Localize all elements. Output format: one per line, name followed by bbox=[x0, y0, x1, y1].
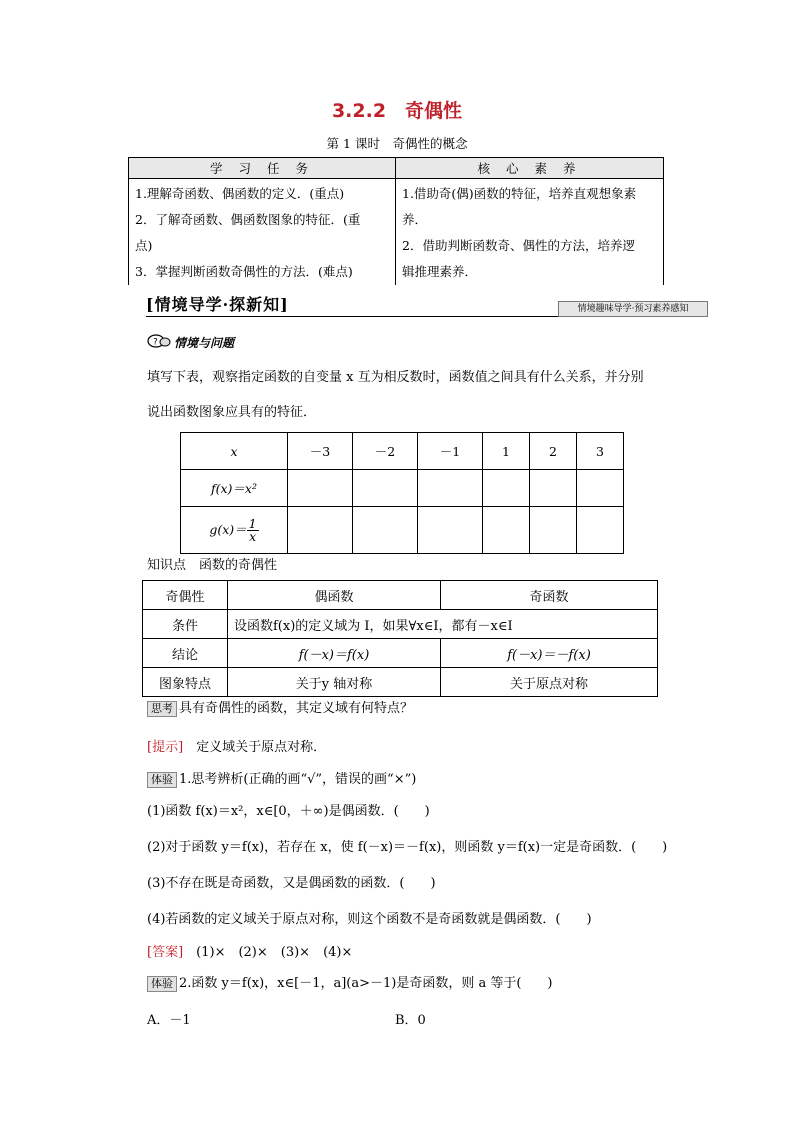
hint-line bbox=[147, 736, 326, 755]
literacy-line: 养． bbox=[402, 212, 428, 227]
blank-cell bbox=[483, 470, 530, 507]
think-question: 具有奇偶性的函数，其定义域有何特点？ bbox=[179, 701, 414, 716]
blank-cell bbox=[577, 470, 624, 507]
page-title: 3.2.2 奇偶性 bbox=[331, 100, 463, 122]
literacy-header: 核 心 素 养 bbox=[396, 158, 664, 179]
odd-conclusion: f(－x)＝－f(x) bbox=[441, 639, 658, 668]
fraction bbox=[247, 515, 259, 544]
blank-cell bbox=[530, 507, 577, 554]
even-header: 偶函数 bbox=[228, 581, 441, 610]
x-value: －3 bbox=[288, 433, 353, 470]
blank-cell bbox=[353, 470, 418, 507]
odd-header: 奇函数 bbox=[441, 581, 658, 610]
answer-line bbox=[147, 941, 352, 960]
intro-line: 填写下表，观察指定函数的自变量 x 互为相反数时，函数值之间具有什么关系，并分别 bbox=[147, 370, 644, 385]
lesson-subtitle: 第 1 课时 奇偶性的概念 bbox=[326, 136, 468, 151]
x-value: 2 bbox=[530, 433, 577, 470]
literacy-line: 1.借助奇(偶)函数的特征，培养直观想象素 bbox=[402, 186, 637, 201]
f-row-label: f(x)＝x² bbox=[181, 470, 288, 507]
task-table bbox=[128, 157, 664, 285]
even-graph: 关于y 轴对称 bbox=[228, 668, 441, 697]
g-row-label bbox=[181, 507, 288, 554]
graph-label: 图象特点 bbox=[143, 668, 228, 697]
fraction-numerator: 1 bbox=[248, 515, 257, 531]
x-value: 3 bbox=[577, 433, 624, 470]
blank-cell bbox=[353, 507, 418, 554]
x-value: 1 bbox=[483, 433, 530, 470]
odd-graph: 关于原点对称 bbox=[441, 668, 658, 697]
situation-label: 情境与问题 bbox=[174, 336, 235, 350]
task-line: 1.理解奇函数、偶函数的定义．(重点) bbox=[135, 186, 345, 201]
task-line: 3．掌握判断函数奇偶性的方法．(难点) bbox=[135, 264, 353, 279]
task-line: 点) bbox=[135, 238, 153, 253]
experience-tag: 体验 bbox=[147, 976, 177, 992]
option-b: B．0 bbox=[395, 1013, 426, 1028]
x-header: x bbox=[181, 433, 288, 470]
question-bubble-icon bbox=[147, 333, 171, 349]
task-cell bbox=[129, 179, 396, 286]
knowledge-title: 知识点 函数的奇偶性 bbox=[147, 558, 278, 573]
fraction-denominator: x bbox=[249, 528, 257, 544]
exercise2-line bbox=[147, 972, 553, 992]
svg-text:?: ? bbox=[153, 337, 158, 348]
blank-cell bbox=[288, 507, 353, 554]
g-prefix: g(x)＝ bbox=[209, 521, 247, 537]
exercise1-title-line bbox=[147, 768, 416, 788]
think-tag: 思考 bbox=[147, 701, 177, 717]
blank-cell bbox=[418, 507, 483, 554]
conclusion-label: 结论 bbox=[143, 639, 228, 668]
option-a: A．－1 bbox=[147, 1013, 191, 1028]
condition-label: 条件 bbox=[143, 610, 228, 639]
task-header: 学 习 任 务 bbox=[129, 158, 396, 179]
experience-tag: 体验 bbox=[147, 772, 177, 788]
exercise1-item: (4)若函数的定义域关于原点对称，则这个函数不是奇函数就是偶函数．( ) bbox=[147, 912, 592, 927]
x-value: －2 bbox=[353, 433, 418, 470]
condition-text: 设函数f(x)的定义域为 I，如果∀x∈I，都有－x∈I bbox=[228, 610, 658, 639]
blank-cell bbox=[577, 507, 624, 554]
answer-tag: [答案] bbox=[147, 945, 184, 960]
literacy-cell bbox=[396, 179, 664, 286]
section-banner: [情境导学·探新知] bbox=[146, 295, 289, 314]
exercise1-item: (2)对于函数 y＝f(x)，若存在 x，使 f(－x)＝－f(x)，则函数 y＝f(x)一定是奇函数．( ) bbox=[147, 840, 668, 855]
blank-cell bbox=[288, 470, 353, 507]
hint-tag: [提示] bbox=[147, 740, 184, 755]
exercise2-question: 2.函数 y＝f(x)，x∈[－1，a](a>－1)是奇函数，则 a 等于( ) bbox=[179, 976, 553, 991]
banner-tag: 情境趣味导学·预习素养感知 bbox=[558, 301, 708, 317]
exercise1-item: (3)不存在既是奇函数，又是偶函数的函数．( ) bbox=[147, 876, 436, 891]
blank-cell bbox=[530, 470, 577, 507]
intro-line: 说出函数图象应具有的特征． bbox=[147, 405, 317, 420]
parity-header: 奇偶性 bbox=[143, 581, 228, 610]
parity-table bbox=[142, 580, 658, 697]
blank-cell bbox=[418, 470, 483, 507]
exercise1-title: 1.思考辨析(正确的画“√”，错误的画“×”) bbox=[179, 772, 417, 787]
literacy-line: 辑推理素养． bbox=[402, 264, 478, 279]
answer-text: (1)× (2)× (3)× (4)× bbox=[183, 945, 353, 960]
hint-text: 定义域关于原点对称． bbox=[183, 740, 327, 755]
exercise1-item: (1)函数 f(x)＝x²，x∈[0，＋∞)是偶函数．( ) bbox=[147, 804, 430, 819]
think-line bbox=[147, 697, 413, 717]
task-line: 2．了解奇函数、偶函数图象的特征．(重 bbox=[135, 212, 361, 227]
x-value: －1 bbox=[418, 433, 483, 470]
blank-cell bbox=[483, 507, 530, 554]
value-table bbox=[180, 432, 624, 554]
even-conclusion: f(－x)＝f(x) bbox=[228, 639, 441, 668]
literacy-line: 2．借助判断函数奇、偶性的方法，培养逻 bbox=[402, 238, 635, 253]
